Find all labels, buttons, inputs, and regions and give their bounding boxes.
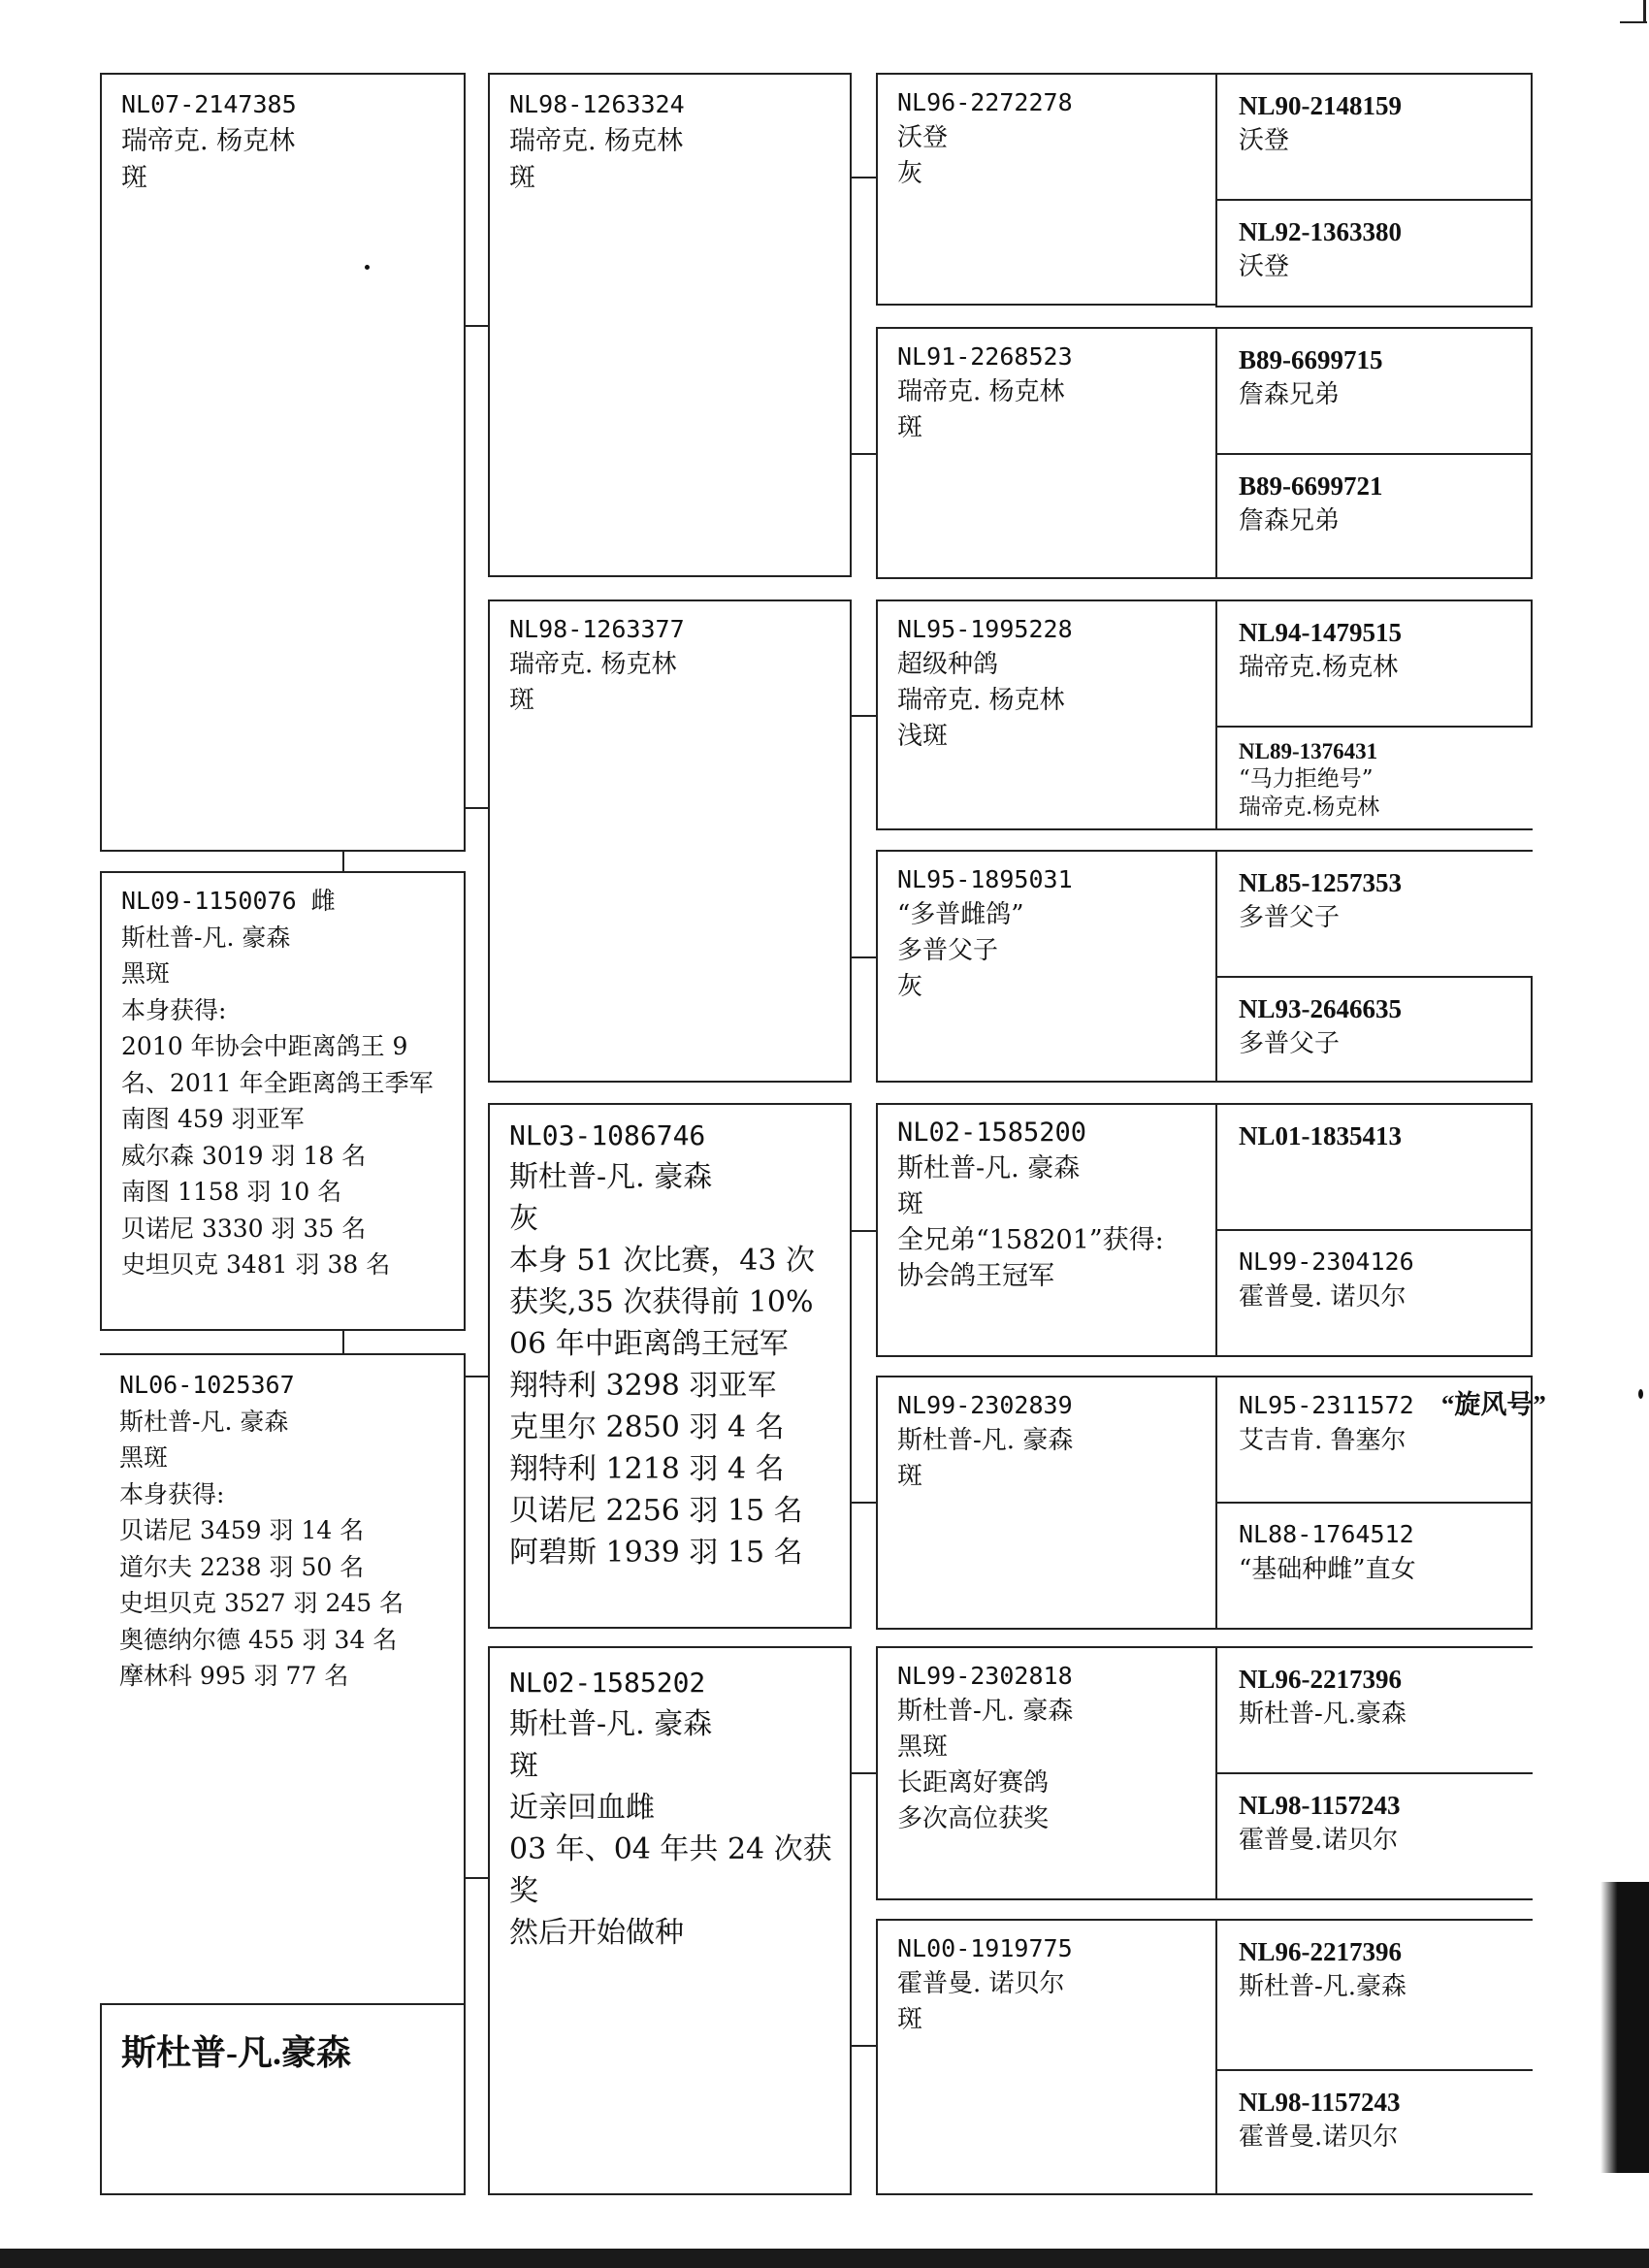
gg-4-name: 詹森兄弟 xyxy=(1239,506,1341,535)
mate-dam-result-1: 贝诺尼 3459 羽 14 名 xyxy=(119,1516,365,1544)
subject-card xyxy=(100,73,466,852)
mgg-4-name: “基础种雌”直女 xyxy=(1239,1555,1416,1584)
gg-1 xyxy=(1215,73,1533,201)
connector-line xyxy=(852,1772,876,1774)
connector-line xyxy=(852,1502,876,1504)
m-sire-result-3: 翔特利 1218 羽 4 名 xyxy=(509,1452,785,1486)
ds-title: 超级种鸽 xyxy=(897,650,999,679)
owner-name: 斯杜普-凡.豪森 xyxy=(121,2033,351,2072)
m-sire-card xyxy=(488,1103,852,1629)
mate-result-1: 南图 459 羽亚军 xyxy=(121,1105,305,1133)
m-dam-record: 03 年、04 年共 24 次获奖 xyxy=(509,1832,832,1908)
connector-line xyxy=(466,1877,488,1879)
gg-4-id: B89-6699721 xyxy=(1239,471,1383,501)
mgg-6-id: NL98-1157243 xyxy=(1239,1791,1401,1820)
gg-6 xyxy=(1215,726,1533,830)
mate-achievement: 2010 年协会中距离鸽王 9 名、2011 年全距离鸽王季军 xyxy=(121,1032,434,1097)
connector-line xyxy=(342,852,344,871)
mate-achieved-label: 本身获得: xyxy=(121,995,227,1024)
m-dam-breeder: 斯杜普-凡. 豪森 xyxy=(509,1707,713,1741)
scan-speck xyxy=(1643,0,1646,21)
gg-6-name: “马力拒绝号” xyxy=(1239,766,1374,792)
mgg-8 xyxy=(1215,2069,1533,2195)
mgg-4 xyxy=(1215,1502,1533,1630)
connector-line xyxy=(466,807,488,809)
m-sire-result-4: 贝诺尼 2256 羽 15 名 xyxy=(509,1494,803,1528)
gg-6-breeder: 瑞帝克.杨克林 xyxy=(1239,794,1380,820)
connector-line xyxy=(852,177,876,178)
mss-color: 斑 xyxy=(897,1189,923,1219)
sd-breeder: 瑞帝克. 杨克林 xyxy=(897,377,1065,406)
gg-7-name: 多普父子 xyxy=(1239,903,1341,932)
mgg-3-id: NL95-2311572 xyxy=(1239,1391,1414,1419)
m-sire-color: 灰 xyxy=(509,1202,538,1236)
sire-color: 斑 xyxy=(509,163,535,193)
gg-2-name: 沃登 xyxy=(1239,252,1290,281)
mate-dam-result-5: 摩林科 995 羽 77 名 xyxy=(119,1662,349,1690)
mgg-1 xyxy=(1215,1103,1533,1231)
gg-1-id: NL90-2148159 xyxy=(1239,91,1402,120)
m-dam-id: NL02-1585202 xyxy=(509,1667,706,1699)
gg-2-id: NL92-1363380 xyxy=(1239,217,1402,246)
mate-dam-achieved-label: 本身获得: xyxy=(119,1479,225,1508)
mss-card xyxy=(876,1103,1217,1357)
sire-dam-breeder: 瑞帝克. 杨克林 xyxy=(509,650,677,679)
msd-color: 斑 xyxy=(897,1462,923,1491)
mgg-3-name: 艾吉肯. 鲁塞尔 xyxy=(1239,1426,1406,1455)
ds-color: 浅斑 xyxy=(897,722,949,751)
gg-3-id: B89-6699715 xyxy=(1239,345,1383,374)
mgg-4-id: NL88-1764512 xyxy=(1239,1520,1414,1548)
m-sire-record: 本身 51 次比赛，43 次获奖,35 次获得前 10% xyxy=(509,1244,815,1319)
mate-result-4: 贝诺尼 3330 羽 35 名 xyxy=(121,1214,367,1243)
m-sire-title: 06 年中距离鸽王冠军 xyxy=(509,1327,789,1361)
mate-dam-result-3: 史坦贝克 3527 羽 245 名 xyxy=(119,1589,404,1617)
mss-sibling: 全兄弟“158201”获得: xyxy=(897,1225,1164,1255)
mgg-5-name: 斯杜普-凡.豪森 xyxy=(1239,1700,1407,1729)
subject-color: 斑 xyxy=(121,163,147,193)
mate-id: NL09-1150076 雌 xyxy=(121,887,336,915)
mate-dam-side-card xyxy=(100,1353,466,2005)
mgg-6 xyxy=(1215,1772,1533,1900)
connector-line xyxy=(852,1230,876,1232)
connector-line xyxy=(466,1376,488,1377)
mgg-2-name: 霍普曼. 诺贝尔 xyxy=(1239,1282,1406,1312)
mdd-color: 斑 xyxy=(897,2005,923,2034)
gg-8 xyxy=(1215,976,1533,1083)
ss-breeder: 沃登 xyxy=(897,123,949,152)
scan-speck xyxy=(365,265,370,270)
sire-card xyxy=(488,73,852,577)
ds-id: NL95-1995228 xyxy=(897,615,1073,643)
msd-breeder: 斯杜普-凡. 豪森 xyxy=(897,1426,1074,1455)
sd-color: 斑 xyxy=(897,413,923,442)
gg-8-id: NL93-2646635 xyxy=(1239,994,1402,1023)
mgg-7 xyxy=(1215,1919,1533,2071)
mss-breeder: 斯杜普-凡. 豪森 xyxy=(897,1153,1081,1183)
rule xyxy=(100,1353,466,1355)
mate-dam-breeder: 斯杜普-凡. 豪森 xyxy=(119,1407,289,1436)
scan-speck xyxy=(1620,21,1647,23)
dd-breeder: 多普父子 xyxy=(897,936,999,965)
sire-dam-color: 斑 xyxy=(509,686,535,715)
mds-note-2: 多次高位获奖 xyxy=(897,1804,1050,1833)
m-sire-id: NL03-1086746 xyxy=(509,1119,706,1151)
gg-5-id: NL94-1479515 xyxy=(1239,618,1402,647)
mgg-5-id: NL96-2217396 xyxy=(1239,1665,1402,1694)
m-sire-result-2: 克里尔 2850 羽 4 名 xyxy=(509,1410,785,1444)
m-sire-breeder: 斯杜普-凡. 豪森 xyxy=(509,1160,713,1194)
m-sire-result-1: 翔特利 3298 羽亚军 xyxy=(509,1369,777,1403)
mds-note-1: 长距离好赛鸽 xyxy=(897,1768,1050,1798)
ds-card xyxy=(876,599,1217,830)
mgg-8-name: 霍普曼.诺贝尔 xyxy=(1239,2122,1399,2152)
mgg-5 xyxy=(1215,1646,1533,1774)
mdd-breeder: 霍普曼. 诺贝尔 xyxy=(897,1969,1065,1998)
ss-card xyxy=(876,73,1217,306)
connector-line xyxy=(852,715,876,717)
ss-id: NL96-2272278 xyxy=(897,88,1073,116)
sire-breeder: 瑞帝克. 杨克林 xyxy=(509,126,684,156)
sire-id: NL98-1263324 xyxy=(509,90,685,118)
dd-id: NL95-1895031 xyxy=(897,865,1073,893)
mds-card xyxy=(876,1646,1217,1900)
mgg-2-id: NL99-2304126 xyxy=(1239,1247,1414,1276)
gg-4 xyxy=(1215,453,1533,579)
m-dam-color: 斑 xyxy=(509,1749,538,1783)
gg-5-name: 瑞帝克.杨克林 xyxy=(1239,653,1399,682)
mate-dam-result-2: 道尔夫 2238 羽 50 名 xyxy=(119,1552,365,1581)
mate-dam-id: NL06-1025367 xyxy=(119,1371,295,1399)
mss-title: 协会鸽王冠军 xyxy=(897,1261,1054,1291)
mgg-6-name: 霍普曼.诺贝尔 xyxy=(1239,1826,1399,1855)
scan-edge-right xyxy=(1600,1882,1649,2173)
sd-id: NL91-2268523 xyxy=(897,342,1073,371)
ds-breeder: 瑞帝克. 杨克林 xyxy=(897,686,1065,715)
subject-id: NL07-2147385 xyxy=(121,90,297,118)
owner-box xyxy=(100,2003,466,2195)
gg-1-name: 沃登 xyxy=(1239,126,1290,155)
gg-2 xyxy=(1215,199,1533,308)
mgg-3 xyxy=(1215,1376,1546,1504)
gg-7 xyxy=(1215,850,1533,978)
m-dam-card xyxy=(488,1646,852,2195)
m-sire-result-5: 阿碧斯 1939 羽 15 名 xyxy=(509,1536,803,1570)
mds-breeder: 斯杜普-凡. 豪森 xyxy=(897,1697,1074,1726)
scan-edge-bottom xyxy=(0,2249,1649,2268)
mate-result-2: 威尔森 3019 羽 18 名 xyxy=(121,1141,367,1170)
mate-color: 黑斑 xyxy=(121,959,171,988)
connector-line xyxy=(852,956,876,958)
ss-color: 灰 xyxy=(897,159,923,188)
mgg-1-id: NL01-1835413 xyxy=(1239,1121,1402,1150)
mgg-3-title: “旋风号” xyxy=(1440,1390,1546,1419)
connector-line xyxy=(852,2045,876,2047)
mgg-8-id: NL98-1157243 xyxy=(1239,2088,1401,2117)
gg-6-id: NL89-1376431 xyxy=(1239,739,1378,763)
scan-speck xyxy=(1638,1389,1643,1399)
mss-id: NL02-1585200 xyxy=(897,1118,1087,1148)
mate-result-3: 南图 1158 羽 10 名 xyxy=(121,1178,342,1206)
connector-line xyxy=(852,453,876,455)
mate-card xyxy=(100,871,466,1331)
m-dam-note: 近亲回血雌 xyxy=(509,1791,655,1825)
gg-3 xyxy=(1215,327,1533,455)
mdd-id: NL00-1919775 xyxy=(897,1934,1073,1962)
gg-5 xyxy=(1215,599,1533,728)
connector-line xyxy=(342,1331,344,1353)
mate-dam-result-4: 奥德纳尔德 455 羽 34 名 xyxy=(119,1625,398,1654)
mgg-7-id: NL96-2217396 xyxy=(1239,1937,1402,1966)
m-dam-note-2: 然后开始做种 xyxy=(509,1916,684,1950)
subject-breeder: 瑞帝克. 杨克林 xyxy=(121,126,296,156)
mate-breeder: 斯杜普-凡. 豪森 xyxy=(121,923,291,952)
mdd-card xyxy=(876,1919,1217,2195)
mate-dam-color: 黑斑 xyxy=(119,1443,169,1472)
dd-title: “多普雌鸽” xyxy=(897,900,1024,929)
gg-7-id: NL85-1257353 xyxy=(1239,868,1402,897)
mds-id: NL99-2302818 xyxy=(897,1662,1073,1690)
dd-color: 灰 xyxy=(897,972,923,1001)
sire-dam-id: NL98-1263377 xyxy=(509,615,685,643)
mgg-2 xyxy=(1215,1229,1533,1357)
mate-result-5: 史坦贝克 3481 羽 38 名 xyxy=(121,1250,391,1279)
dd-card xyxy=(876,850,1217,1083)
sd-card xyxy=(876,327,1217,579)
gg-8-name: 多普父子 xyxy=(1239,1029,1341,1058)
mds-color: 黑斑 xyxy=(897,1733,949,1762)
msd-id: NL99-2302839 xyxy=(897,1391,1073,1419)
msd-card xyxy=(876,1376,1217,1630)
sire-dam-card xyxy=(488,599,852,1083)
gg-3-name: 詹森兄弟 xyxy=(1239,380,1341,409)
connector-line xyxy=(466,325,488,327)
mgg-7-name: 斯杜普-凡.豪森 xyxy=(1239,1972,1407,2001)
